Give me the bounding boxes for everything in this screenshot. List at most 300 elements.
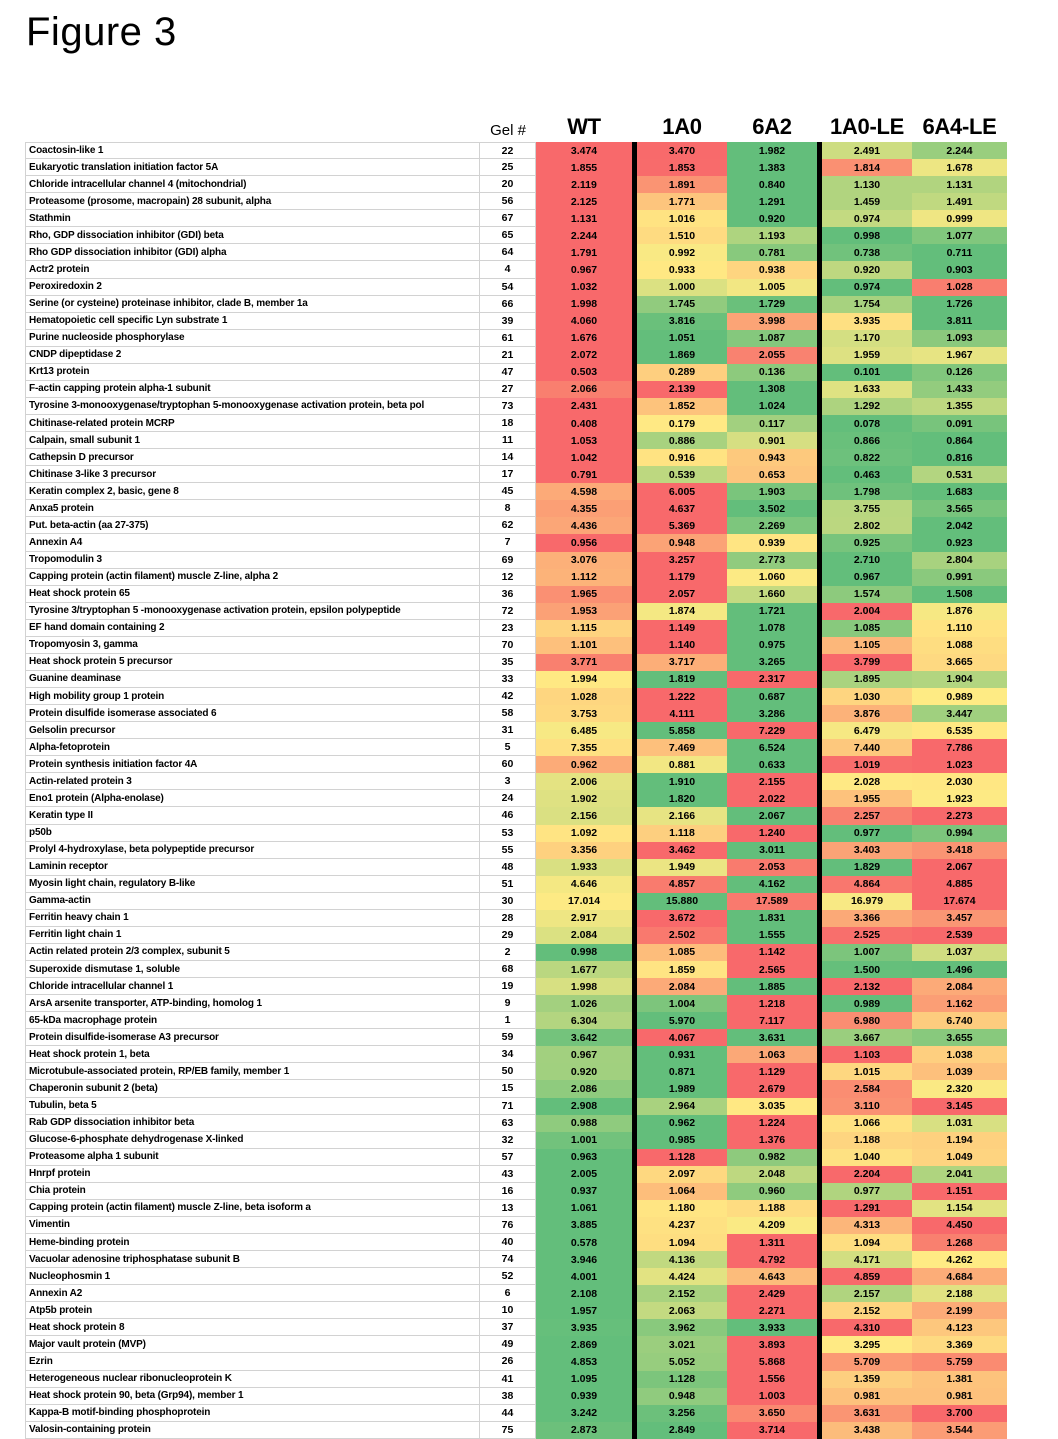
gel-number-cell: 48 bbox=[480, 859, 536, 876]
heatmap-value-cell: 0.998 bbox=[822, 227, 912, 244]
heatmap-value-cell: 3.242 bbox=[536, 1405, 632, 1422]
protein-name-cell: F-actin capping protein alpha-1 subunit bbox=[25, 381, 480, 398]
table-row bbox=[25, 142, 1007, 159]
heatmap-value-cell: 15.880 bbox=[637, 893, 727, 910]
heatmap-value-cell: 2.063 bbox=[637, 1302, 727, 1319]
protein-name-cell: Heat shock protein 65 bbox=[25, 586, 480, 603]
protein-name-cell: EF hand domain containing 2 bbox=[25, 620, 480, 637]
heatmap-value-cell: 4.209 bbox=[727, 1217, 817, 1234]
heatmap-value-cell: 1.676 bbox=[536, 330, 632, 347]
gel-number-cell: 10 bbox=[480, 1302, 536, 1319]
heatmap-value-cell: 1.224 bbox=[727, 1115, 817, 1132]
heatmap-value-cell: 17.014 bbox=[536, 893, 632, 910]
heatmap-value-cell: 3.962 bbox=[637, 1319, 727, 1336]
heatmap-value-cell: 1.574 bbox=[822, 586, 912, 603]
table-header bbox=[25, 102, 1007, 142]
heatmap-value-cell: 1.101 bbox=[536, 637, 632, 654]
gel-number-cell: 52 bbox=[480, 1268, 536, 1285]
table-row bbox=[25, 347, 1007, 364]
gel-number-cell: 29 bbox=[480, 927, 536, 944]
heatmap-value-cell: 1.001 bbox=[536, 1132, 632, 1149]
heatmap-value-cell: 3.811 bbox=[912, 313, 1007, 330]
heatmap-value-cell: 3.700 bbox=[912, 1405, 1007, 1422]
heatmap-value-cell: 1.852 bbox=[637, 398, 727, 415]
heatmap-value-cell: 0.960 bbox=[727, 1183, 817, 1200]
protein-name-cell: 65-kDa macrophage protein bbox=[25, 1012, 480, 1029]
heatmap-value-cell: 4.355 bbox=[536, 500, 632, 517]
gel-number-cell: 1 bbox=[480, 1012, 536, 1029]
heatmap-value-cell: 2.269 bbox=[727, 517, 817, 534]
heatmap-value-cell: 2.067 bbox=[912, 859, 1007, 876]
table-row bbox=[25, 671, 1007, 688]
protein-name-cell: Peroxiredoxin 2 bbox=[25, 279, 480, 296]
heatmap-value-cell: 1.874 bbox=[637, 603, 727, 620]
heatmap-value-cell: 1.771 bbox=[637, 193, 727, 210]
heatmap-value-cell: 3.631 bbox=[822, 1405, 912, 1422]
heatmap-value-cell: 1.729 bbox=[727, 296, 817, 313]
protein-name-cell: Heterogeneous nuclear ribonucleoprotein K bbox=[25, 1371, 480, 1388]
table-row bbox=[25, 1319, 1007, 1336]
protein-name-cell: Chitinase 3-like 3 precursor bbox=[25, 466, 480, 483]
gel-number-cell: 15 bbox=[480, 1080, 536, 1097]
heatmap-value-cell: 4.111 bbox=[637, 705, 727, 722]
table-row bbox=[25, 1063, 1007, 1080]
gel-number-cell: 70 bbox=[480, 637, 536, 654]
heatmap-value-cell: 3.035 bbox=[727, 1098, 817, 1115]
table-row bbox=[25, 995, 1007, 1012]
heatmap-value-cell: 1.016 bbox=[637, 210, 727, 227]
heatmap-value-cell: 2.119 bbox=[536, 176, 632, 193]
heatmap-value-cell: 1.660 bbox=[727, 586, 817, 603]
heatmap-value-cell: 1.820 bbox=[637, 790, 727, 807]
heatmap-value-cell: 0.937 bbox=[536, 1183, 632, 1200]
protein-name-cell: Annexin A4 bbox=[25, 534, 480, 551]
gel-number-cell: 55 bbox=[480, 842, 536, 859]
heatmap-value-cell: 1.556 bbox=[727, 1371, 817, 1388]
gel-number-cell: 3 bbox=[480, 773, 536, 790]
gel-number-cell: 46 bbox=[480, 807, 536, 824]
column-header-6a2: 6A2 bbox=[752, 114, 792, 139]
heatmap-value-cell: 1.678 bbox=[912, 159, 1007, 176]
protein-name-cell: Tropomyosin 3, gamma bbox=[25, 637, 480, 654]
table-row bbox=[25, 978, 1007, 995]
heatmap-value-cell: 0.994 bbox=[912, 825, 1007, 842]
table-row bbox=[25, 244, 1007, 261]
protein-name-cell: Capping protein (actin filament) muscle Z-line, beta isoform a bbox=[25, 1200, 480, 1217]
heatmap-value-cell: 1.633 bbox=[822, 381, 912, 398]
heatmap-value-cell: 4.646 bbox=[536, 876, 632, 893]
heatmap-value-cell: 7.229 bbox=[727, 722, 817, 739]
gel-number-cell: 40 bbox=[480, 1234, 536, 1251]
gel-number-cell: 32 bbox=[480, 1132, 536, 1149]
heatmap-value-cell: 2.244 bbox=[912, 142, 1007, 159]
table-row bbox=[25, 1217, 1007, 1234]
protein-name-cell: Superoxide dismutase 1, soluble bbox=[25, 961, 480, 978]
heatmap-value-cell: 3.667 bbox=[822, 1029, 912, 1046]
gel-number-cell: 4 bbox=[480, 261, 536, 278]
heatmap-value-cell: 1.038 bbox=[912, 1046, 1007, 1063]
gel-number-cell: 26 bbox=[480, 1353, 536, 1370]
heatmap-value-cell: 2.139 bbox=[637, 381, 727, 398]
heatmap-value-cell: 0.101 bbox=[822, 364, 912, 381]
heatmap-value-cell: 3.286 bbox=[727, 705, 817, 722]
heatmap-value-cell: 1.112 bbox=[536, 569, 632, 586]
heatmap-value-cell: 2.873 bbox=[536, 1422, 632, 1439]
protein-name-cell: Heat shock protein 90, beta (Grp94), member 1 bbox=[25, 1388, 480, 1405]
heatmap-value-cell: 1.819 bbox=[637, 671, 727, 688]
heatmap-value-cell: 3.457 bbox=[912, 910, 1007, 927]
table-row bbox=[25, 381, 1007, 398]
heatmap-value-cell: 1.061 bbox=[536, 1200, 632, 1217]
heatmap-value-cell: 2.869 bbox=[536, 1336, 632, 1353]
heatmap-value-cell: 1.060 bbox=[727, 569, 817, 586]
gel-number-cell: 23 bbox=[480, 620, 536, 637]
heatmap-value-cell: 0.948 bbox=[637, 534, 727, 551]
heatmap-value-cell: 0.920 bbox=[822, 261, 912, 278]
heatmap-value-cell: 0.920 bbox=[727, 210, 817, 227]
heatmap-value-cell: 1.510 bbox=[637, 227, 727, 244]
heatmap-value-cell: 4.123 bbox=[912, 1319, 1007, 1336]
gel-number-cell: 20 bbox=[480, 176, 536, 193]
heatmap-value-cell: 2.908 bbox=[536, 1098, 632, 1115]
heatmap-value-cell: 3.474 bbox=[536, 142, 632, 159]
heatmap-value-cell: 5.369 bbox=[637, 517, 727, 534]
heatmap-value-cell: 1.077 bbox=[912, 227, 1007, 244]
heatmap-value-cell: 7.355 bbox=[536, 739, 632, 756]
heatmap-value-cell: 1.910 bbox=[637, 773, 727, 790]
heatmap-value-cell: 3.933 bbox=[727, 1319, 817, 1336]
heatmap-value-cell: 0.939 bbox=[727, 534, 817, 551]
heatmap-value-cell: 3.295 bbox=[822, 1336, 912, 1353]
protein-name-cell: Keratin complex 2, basic, gene 8 bbox=[25, 483, 480, 500]
heatmap-value-cell: 1.031 bbox=[912, 1115, 1007, 1132]
heatmap-value-cell: 2.022 bbox=[727, 790, 817, 807]
table-row bbox=[25, 569, 1007, 586]
table-row bbox=[25, 893, 1007, 910]
heatmap-value-cell: 4.067 bbox=[637, 1029, 727, 1046]
gel-number-cell: 53 bbox=[480, 825, 536, 842]
heatmap-value-cell: 3.998 bbox=[727, 313, 817, 330]
heatmap-value-cell: 16.979 bbox=[822, 893, 912, 910]
heatmap-value-cell: 1.030 bbox=[822, 688, 912, 705]
heatmap-value-cell: 1.037 bbox=[912, 944, 1007, 961]
heatmap-value-cell: 1.376 bbox=[727, 1132, 817, 1149]
heatmap-value-cell: 0.999 bbox=[912, 210, 1007, 227]
heatmap-value-cell: 0.931 bbox=[637, 1046, 727, 1063]
protein-name-cell: Tyrosine 3/tryptophan 5 -monooxygenase activation protein, epsilon polypeptide bbox=[25, 603, 480, 620]
protein-name-cell: Eukaryotic translation initiation factor 5A bbox=[25, 159, 480, 176]
heatmap-value-cell: 0.091 bbox=[912, 415, 1007, 432]
heatmap-value-cell: 4.792 bbox=[727, 1251, 817, 1268]
heatmap-value-cell: 1.130 bbox=[822, 176, 912, 193]
heatmap-value-cell: 3.893 bbox=[727, 1336, 817, 1353]
heatmap-value-cell: 1.381 bbox=[912, 1371, 1007, 1388]
heatmap-value-cell: 1.745 bbox=[637, 296, 727, 313]
gel-number-cell: 59 bbox=[480, 1029, 536, 1046]
heatmap-value-cell: 3.265 bbox=[727, 654, 817, 671]
heatmap-value-cell: 2.491 bbox=[822, 142, 912, 159]
heatmap-value-cell: 4.310 bbox=[822, 1319, 912, 1336]
gel-number-cell: 16 bbox=[480, 1183, 536, 1200]
heatmap-value-cell: 1.291 bbox=[727, 193, 817, 210]
heatmap-value-cell: 3.816 bbox=[637, 313, 727, 330]
heatmap-value-cell: 2.317 bbox=[727, 671, 817, 688]
protein-name-cell: Prolyl 4-hydroxylase, beta polypeptide precursor bbox=[25, 842, 480, 859]
heatmap-value-cell: 1.433 bbox=[912, 381, 1007, 398]
protein-name-cell: Actin-related protein 3 bbox=[25, 773, 480, 790]
heatmap-value-cell: 1.105 bbox=[822, 637, 912, 654]
heatmap-value-cell: 2.565 bbox=[727, 961, 817, 978]
gel-number-cell: 45 bbox=[480, 483, 536, 500]
protein-name-cell: Krt13 protein bbox=[25, 364, 480, 381]
table-row bbox=[25, 159, 1007, 176]
protein-name-cell: Heat shock protein 5 precursor bbox=[25, 654, 480, 671]
heatmap-value-cell: 0.117 bbox=[727, 415, 817, 432]
protein-name-cell: Kappa-B motif-binding phosphoprotein bbox=[25, 1405, 480, 1422]
table-row bbox=[25, 944, 1007, 961]
heatmap-value-cell: 2.057 bbox=[637, 586, 727, 603]
table-row bbox=[25, 773, 1007, 790]
heatmap-value-cell: 2.005 bbox=[536, 1166, 632, 1183]
heatmap-value-cell: 2.917 bbox=[536, 910, 632, 927]
table-row bbox=[25, 722, 1007, 739]
heatmap-value-cell: 7.786 bbox=[912, 739, 1007, 756]
gel-number-cell: 54 bbox=[480, 279, 536, 296]
heatmap-value-cell: 6.485 bbox=[536, 722, 632, 739]
heatmap-value-cell: 1.066 bbox=[822, 1115, 912, 1132]
gel-number-cell: 11 bbox=[480, 432, 536, 449]
heatmap-value-cell: 1.853 bbox=[637, 159, 727, 176]
heatmap-value-cell: 1.218 bbox=[727, 995, 817, 1012]
heatmap-value-cell: 1.959 bbox=[822, 347, 912, 364]
heatmap-value-cell: 1.240 bbox=[727, 825, 817, 842]
gel-number-cell: 41 bbox=[480, 1371, 536, 1388]
heatmap-value-cell: 3.642 bbox=[536, 1029, 632, 1046]
protein-name-cell: Tyrosine 3-monooxygenase/tryptophan 5-monooxygenase activation protein, beta pol bbox=[25, 398, 480, 415]
heatmap-value-cell: 0.871 bbox=[637, 1063, 727, 1080]
heatmap-value-cell: 3.447 bbox=[912, 705, 1007, 722]
heatmap-value-cell: 2.710 bbox=[822, 552, 912, 569]
heatmap-value-cell: 6.535 bbox=[912, 722, 1007, 739]
protein-name-cell: Rab GDP dissociation inhibitor beta bbox=[25, 1115, 480, 1132]
table-row bbox=[25, 1234, 1007, 1251]
heatmap-value-cell: 1.142 bbox=[727, 944, 817, 961]
table-row bbox=[25, 654, 1007, 671]
gel-number-cell: 38 bbox=[480, 1388, 536, 1405]
heatmap-value-cell: 0.923 bbox=[912, 534, 1007, 551]
heatmap-value-cell: 1.088 bbox=[912, 637, 1007, 654]
heatmap-value-cell: 1.005 bbox=[727, 279, 817, 296]
heatmap-value-cell: 2.188 bbox=[912, 1285, 1007, 1302]
heatmap-value-cell: 1.188 bbox=[727, 1200, 817, 1217]
heatmap-value-cell: 2.066 bbox=[536, 381, 632, 398]
heatmap-value-cell: 1.791 bbox=[536, 244, 632, 261]
heatmap-value-cell: 1.026 bbox=[536, 995, 632, 1012]
heatmap-value-cell: 1.383 bbox=[727, 159, 817, 176]
gel-number-cell: 76 bbox=[480, 1217, 536, 1234]
gel-number-cell: 71 bbox=[480, 1098, 536, 1115]
table-row bbox=[25, 1285, 1007, 1302]
heatmap-value-cell: 5.759 bbox=[912, 1353, 1007, 1370]
protein-name-cell: Hematopoietic cell specific Lyn substrate 1 bbox=[25, 313, 480, 330]
heatmap-value-cell: 0.136 bbox=[727, 364, 817, 381]
heatmap-value-cell: 3.257 bbox=[637, 552, 727, 569]
heatmap-value-cell: 1.095 bbox=[536, 1371, 632, 1388]
table-row bbox=[25, 193, 1007, 210]
heatmap-value-cell: 0.687 bbox=[727, 688, 817, 705]
protein-name-cell: Chloride intracellular channel 4 (mitochondrial) bbox=[25, 176, 480, 193]
heatmap-value-cell: 3.771 bbox=[536, 654, 632, 671]
protein-name-cell: Chaperonin subunit 2 (beta) bbox=[25, 1080, 480, 1097]
table-row bbox=[25, 1336, 1007, 1353]
protein-name-cell: Vimentin bbox=[25, 1217, 480, 1234]
heatmap-value-cell: 1.004 bbox=[637, 995, 727, 1012]
heatmap-value-cell: 1.721 bbox=[727, 603, 817, 620]
protein-name-cell: Proteasome (prosome, macropain) 28 subunit, alpha bbox=[25, 193, 480, 210]
protein-name-cell: Major vault protein (MVP) bbox=[25, 1336, 480, 1353]
heatmap-value-cell: 0.920 bbox=[536, 1063, 632, 1080]
protein-name-cell: Proteasome alpha 1 subunit bbox=[25, 1149, 480, 1166]
heatmap-value-cell: 1.902 bbox=[536, 790, 632, 807]
gel-number-cell: 64 bbox=[480, 244, 536, 261]
protein-name-cell: High mobility group 1 protein bbox=[25, 688, 480, 705]
protein-name-cell: Gamma-actin bbox=[25, 893, 480, 910]
heatmap-value-cell: 1.459 bbox=[822, 193, 912, 210]
heatmap-value-cell: 2.429 bbox=[727, 1285, 817, 1302]
protein-name-cell: Eno1 protein (Alpha-enolase) bbox=[25, 790, 480, 807]
heatmap-value-cell: 0.791 bbox=[536, 466, 632, 483]
heatmap-value-cell: 1.998 bbox=[536, 296, 632, 313]
gel-number-cell: 43 bbox=[480, 1166, 536, 1183]
column-header-1a0-le: 1A0-LE bbox=[830, 114, 904, 139]
protein-name-cell: Valosin-containing protein bbox=[25, 1422, 480, 1439]
gel-number-cell: 44 bbox=[480, 1405, 536, 1422]
heatmap-table bbox=[25, 142, 1007, 1439]
heatmap-value-cell: 5.052 bbox=[637, 1353, 727, 1370]
protein-name-cell: Cathepsin D precursor bbox=[25, 449, 480, 466]
heatmap-value-cell: 1.149 bbox=[637, 620, 727, 637]
gel-number-cell: 74 bbox=[480, 1251, 536, 1268]
protein-name-cell: Heat shock protein 1, beta bbox=[25, 1046, 480, 1063]
heatmap-value-cell: 2.108 bbox=[536, 1285, 632, 1302]
heatmap-value-cell: 1.064 bbox=[637, 1183, 727, 1200]
heatmap-value-cell: 2.525 bbox=[822, 927, 912, 944]
heatmap-value-cell: 1.726 bbox=[912, 296, 1007, 313]
heatmap-value-cell: 1.903 bbox=[727, 483, 817, 500]
heatmap-value-cell: 1.292 bbox=[822, 398, 912, 415]
protein-name-cell: Atp5b protein bbox=[25, 1302, 480, 1319]
heatmap-value-cell: 2.067 bbox=[727, 807, 817, 824]
heatmap-value-cell: 1.798 bbox=[822, 483, 912, 500]
heatmap-value-cell: 1.268 bbox=[912, 1234, 1007, 1251]
heatmap-value-cell: 2.584 bbox=[822, 1080, 912, 1097]
heatmap-value-cell: 3.799 bbox=[822, 654, 912, 671]
protein-name-cell: Ferritin light chain 1 bbox=[25, 927, 480, 944]
heatmap-value-cell: 4.424 bbox=[637, 1268, 727, 1285]
heatmap-value-cell: 3.714 bbox=[727, 1422, 817, 1439]
table-row bbox=[25, 637, 1007, 654]
heatmap-value-cell: 1.829 bbox=[822, 859, 912, 876]
protein-name-cell: Annexin A2 bbox=[25, 1285, 480, 1302]
heatmap-value-cell: 0.975 bbox=[727, 637, 817, 654]
gel-number-cell: 66 bbox=[480, 296, 536, 313]
heatmap-value-cell: 1.923 bbox=[912, 790, 1007, 807]
heatmap-value-cell: 1.128 bbox=[637, 1149, 727, 1166]
gel-number-cell: 58 bbox=[480, 705, 536, 722]
heatmap-value-cell: 3.462 bbox=[637, 842, 727, 859]
heatmap-value-cell: 1.170 bbox=[822, 330, 912, 347]
heatmap-value-cell: 0.078 bbox=[822, 415, 912, 432]
heatmap-value-cell: 1.003 bbox=[727, 1388, 817, 1405]
heatmap-value-cell: 1.496 bbox=[912, 961, 1007, 978]
heatmap-value-cell: 2.086 bbox=[536, 1080, 632, 1097]
gel-number-cell: 69 bbox=[480, 552, 536, 569]
heatmap-value-cell: 4.237 bbox=[637, 1217, 727, 1234]
heatmap-value-cell: 0.881 bbox=[637, 756, 727, 773]
heatmap-value-cell: 1.998 bbox=[536, 978, 632, 995]
heatmap-value-cell: 1.855 bbox=[536, 159, 632, 176]
table-row bbox=[25, 1080, 1007, 1097]
heatmap-value-cell: 0.977 bbox=[822, 1183, 912, 1200]
heatmap-value-cell: 4.136 bbox=[637, 1251, 727, 1268]
gel-number-cell: 6 bbox=[480, 1285, 536, 1302]
gel-number-cell: 12 bbox=[480, 569, 536, 586]
table-row bbox=[25, 1183, 1007, 1200]
heatmap-value-cell: 3.366 bbox=[822, 910, 912, 927]
heatmap-value-cell: 7.440 bbox=[822, 739, 912, 756]
heatmap-value-cell: 1.814 bbox=[822, 159, 912, 176]
heatmap-value-cell: 1.180 bbox=[637, 1200, 727, 1217]
table-row bbox=[25, 876, 1007, 893]
heatmap-value-cell: 1.994 bbox=[536, 671, 632, 688]
heatmap-value-cell: 2.273 bbox=[912, 807, 1007, 824]
heatmap-value-cell: 1.162 bbox=[912, 995, 1007, 1012]
table-row bbox=[25, 534, 1007, 551]
table-row bbox=[25, 1029, 1007, 1046]
heatmap-value-cell: 3.356 bbox=[536, 842, 632, 859]
table-row bbox=[25, 517, 1007, 534]
table-row bbox=[25, 500, 1007, 517]
column-header-wt: WT bbox=[567, 114, 601, 139]
heatmap-value-cell: 1.291 bbox=[822, 1200, 912, 1217]
table-row bbox=[25, 620, 1007, 637]
gel-number-cell: 22 bbox=[480, 142, 536, 159]
heatmap-value-cell: 2.053 bbox=[727, 859, 817, 876]
gel-number-cell: 19 bbox=[480, 978, 536, 995]
heatmap-value-cell: 1.965 bbox=[536, 586, 632, 603]
heatmap-value-cell: 0.925 bbox=[822, 534, 912, 551]
heatmap-value-cell: 0.985 bbox=[637, 1132, 727, 1149]
gel-number-cell: 9 bbox=[480, 995, 536, 1012]
protein-name-cell: Heme-binding protein bbox=[25, 1234, 480, 1251]
protein-name-cell: Coactosin-like 1 bbox=[25, 142, 480, 159]
gel-number-cell: 30 bbox=[480, 893, 536, 910]
heatmap-value-cell: 4.885 bbox=[912, 876, 1007, 893]
heatmap-value-cell: 3.076 bbox=[536, 552, 632, 569]
heatmap-value-cell: 3.876 bbox=[822, 705, 912, 722]
heatmap-value-cell: 1.063 bbox=[727, 1046, 817, 1063]
heatmap-value-cell: 4.643 bbox=[727, 1268, 817, 1285]
heatmap-value-cell: 0.408 bbox=[536, 415, 632, 432]
heatmap-value-cell: 0.289 bbox=[637, 364, 727, 381]
table-row bbox=[25, 466, 1007, 483]
heatmap-value-cell: 2.042 bbox=[912, 517, 1007, 534]
heatmap-value-cell: 1.933 bbox=[536, 859, 632, 876]
heatmap-value-cell: 2.048 bbox=[727, 1166, 817, 1183]
heatmap-value-cell: 1.028 bbox=[536, 688, 632, 705]
gel-number-cell: 14 bbox=[480, 449, 536, 466]
heatmap-value-cell: 0.967 bbox=[536, 261, 632, 278]
